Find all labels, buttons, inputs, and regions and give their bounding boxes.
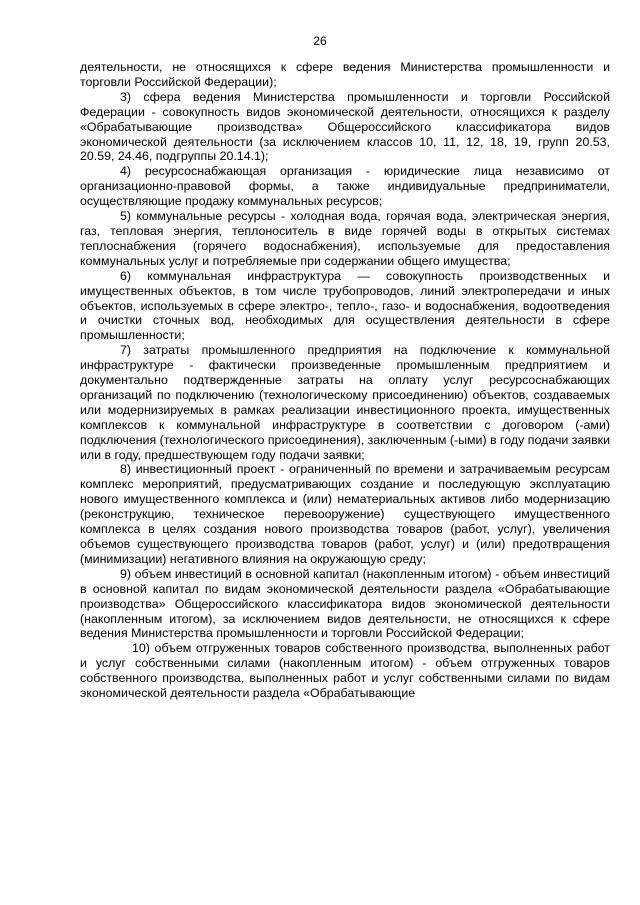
paragraph-item-5: 5) коммунальные ресурсы - холодная вода, горячая вода, электрическая энергия, газ, тепловая энергия, теплоноситель в виде горячей воды в открытых системах теплоснабжения (горячего водоснабжения), используемые для предоставления коммунальных услуг и потребляемые при содержании общего имущества;: [80, 209, 610, 268]
page-number: 26: [313, 34, 327, 48]
paragraph-continuation: деятельности, не относящихся к сфере ведения Министерства промышленности и торговли Российской Федерации);: [80, 60, 610, 89]
paragraph-item-4: 4) ресурсоснабжающая организация - юридические лица независимо от организационно-правовой формы, а также индивидуальные предприниматели, осуществляющие продажу коммунальных ресурсов;: [80, 164, 610, 209]
paragraph-item-10: 10) объем отгруженных товаров собственного производства, выполненных работ и услуг собственными силами (накопленным итогом) - объем отгруженных товаров собственного производства, выполненных работ и услуг собственными силами по видам экономической деятельности раздела «Обрабатывающие: [80, 641, 610, 701]
paragraph-item-3: 3) сфера ведения Министерства промышленности и торговли Российской Федерации - совокупность видов экономической деятельности, относящихся к разделу «Обрабатывающие производства» Общероссийского классификатора видов экономической деятельности (за исключением классов 10, 11, 12, 18, 19, групп 20.53, 20.59, 24.46, подгруппы 20.14.1);: [80, 89, 610, 164]
paragraph-item-6: 6) коммунальная инфраструктура — совокупность производственных и имущественных объектов, в том числе трубопроводов, линий электропередачи и иных объектов, используемых в сфере электро-, тепло-, газо- и водоснабжения, водоотведения и очистки сточных вод, необходимых для осуществления деятельности в сфере промышленности;: [80, 268, 610, 343]
paragraph-item-7: 7) затраты промышленного предприятия на подключение к коммунальной инфраструктуре - фактически произведенные промышленным предприятием и документально подтвержденные затраты на оплату услуг ресурсоснабжающих организаций по подключению (технологическому присоединению) объектов, создаваемых или модернизируемых в рамках реализации инвестиционного проекта, имущественных комплексов к коммунальной инфраструктуре в соответствии с договором (-ами) подключения (технологического присоединения), заключенным (-ыми) в году подачи заявки или в году, предшествующем году подачи заявки;: [80, 343, 610, 462]
document-body: [80, 60, 610, 701]
paragraph-item-9: 9) объем инвестиций в основной капитал (накопленным итогом) - объем инвестиций в основной капитал по видам экономической деятельности раздела «Обрабатывающие производства» Общероссийского классификатора видов экономической деятельности (накопленным итогом), за исключением видов деятельности, не относящихся к сфере ведения Министерства промышленности и торговли Российской Федерации;: [80, 566, 610, 641]
paragraph-item-8: 8) инвестиционный проект - ограниченный по времени и затрачиваемым ресурсам комплекс мероприятий, предусматривающих создание и последующую эксплуатацию нового имущественного комплекса и (или) нематериальных активов либо модернизацию (реконструкцию, техническое перевооружение) существующего имущественного комплекса в целях создания нового производства товаров (работ, услуг), увеличения объемов существующего производства товаров (работ, услуг) и (или) предотвращения (минимизации) негативного влияния на окружающую среду;: [80, 462, 610, 566]
